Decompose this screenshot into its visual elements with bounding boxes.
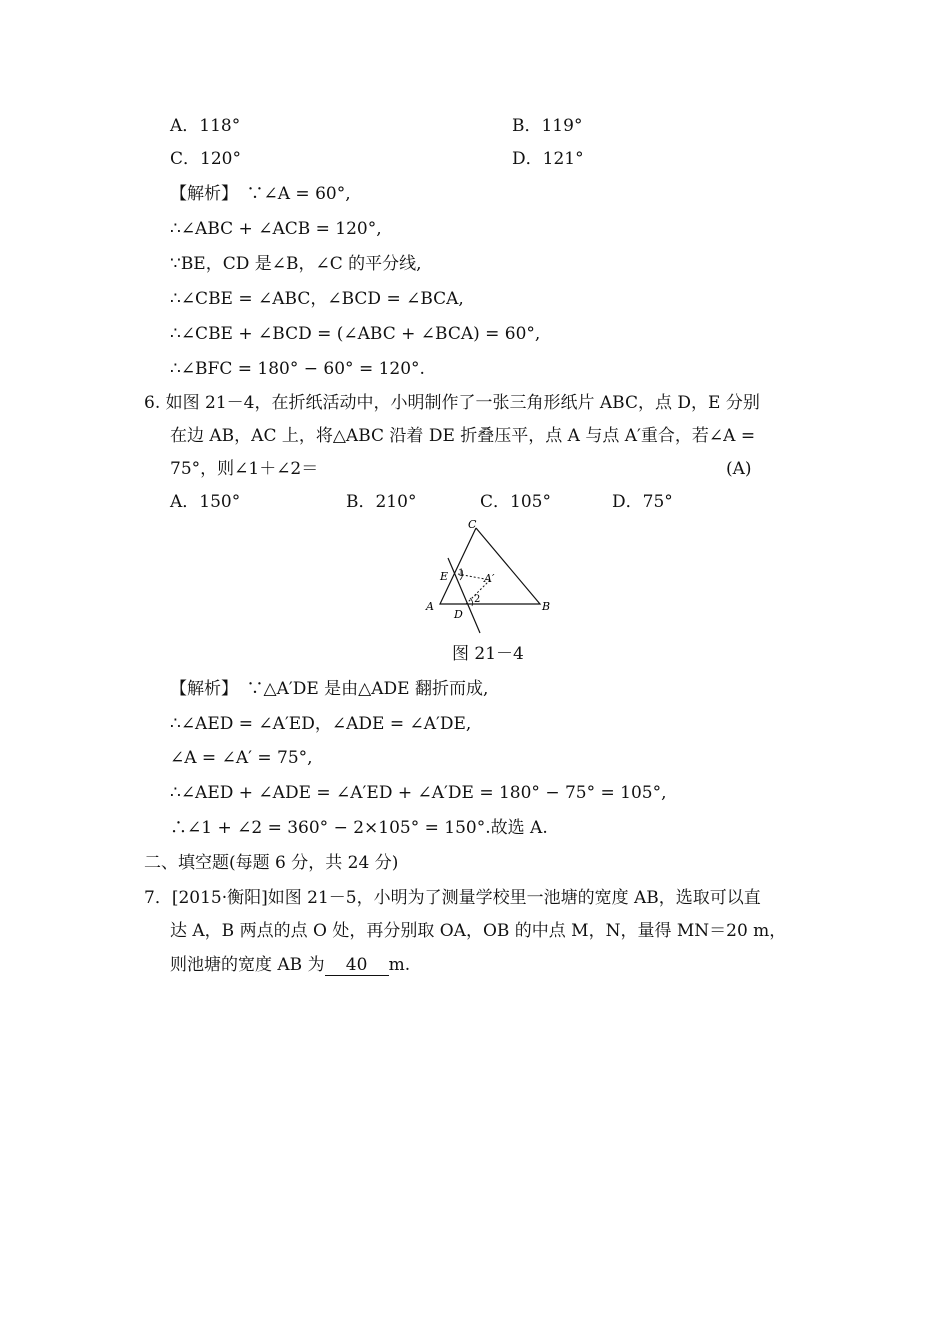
q7-line3-suffix: m. bbox=[388, 955, 411, 975]
q5-option-a: A．118° bbox=[170, 116, 241, 136]
q6-solution-line: ∴∠AED = ∠A′ED，∠ADE = ∠A′DE, bbox=[170, 714, 472, 734]
section-heading: 二、填空题(每题 6 分，共 24 分) bbox=[144, 853, 399, 873]
q5-solution-line: ∴∠CBE + ∠BCD = (∠ABC + ∠BCA) = 60°, bbox=[170, 324, 541, 344]
label-a-prime: A′ bbox=[484, 572, 495, 585]
q5-option-c: C．120° bbox=[170, 149, 241, 169]
q5-solution-line: ∵BE，CD 是∠B，∠C 的平分线, bbox=[170, 254, 422, 274]
label-angle-2: 2 bbox=[474, 594, 481, 605]
q6-option-d: D．75° bbox=[612, 492, 673, 512]
label-e: E bbox=[440, 570, 449, 583]
q6-solution-line: ∴∠AED + ∠ADE = ∠A′ED + ∠A′DE = 180° − 75° = 105°, bbox=[170, 783, 667, 803]
q5-option-d: D．121° bbox=[512, 149, 584, 169]
q7-line3-prefix: 则池塘的宽度 AB 为 bbox=[170, 955, 325, 975]
q6-solution-line: ∴∠1 + ∠2 = 360° − 2×105° = 150°.故选 A. bbox=[170, 818, 548, 838]
q5-solution-line: ∴∠CBE = ∠ABC，∠BCD = ∠BCA, bbox=[170, 289, 464, 309]
q5-option-b: B．119° bbox=[512, 116, 583, 136]
q7-text-line2: 达 A，B 两点的点 O 处，再分别取 OA，OB 的中点 M，N，量得 MN＝20 m， bbox=[170, 921, 787, 941]
q7-answer-blank: 40 bbox=[325, 955, 389, 976]
label-b: B bbox=[542, 600, 551, 613]
q5-solution-line: ∴∠ABC + ∠ACB = 120°, bbox=[170, 219, 382, 239]
q5-solution-line: 【解析】 ∵∠A = 60°, bbox=[170, 184, 351, 204]
q6-text-line1: 6. 如图 21－4，在折纸活动中，小明制作了一张三角形纸片 ABC，点 D，E 分别 bbox=[144, 393, 760, 413]
q6-option-c: C．105° bbox=[480, 492, 551, 512]
q6-solution-line: ∠A = ∠A′ = 75°, bbox=[170, 748, 313, 768]
q6-text-line2: 在边 AB，AC 上，将△ABC 沿着 DE 折叠压平，点 A 与点 A′重合，若∠A = bbox=[170, 426, 756, 446]
angle-2-arc bbox=[470, 598, 473, 606]
figure-caption: 图 21－4 bbox=[452, 644, 524, 664]
q6-option-b: B．210° bbox=[346, 492, 417, 512]
q7-text-line1: 7．[2015·衡阳]如图 21－5，小明为了测量学校里一池塘的宽度 AB，选取可以直 bbox=[144, 888, 761, 908]
label-c: C bbox=[468, 518, 477, 531]
label-angle-1: 1 bbox=[458, 568, 465, 579]
q6-answer: (A) bbox=[726, 459, 752, 479]
q5-solution-line: ∴∠BFC = 180° − 60° = 120°. bbox=[170, 359, 425, 379]
label-a: A bbox=[426, 600, 434, 613]
q7-text-line3 bbox=[170, 953, 410, 977]
label-d: D bbox=[454, 608, 463, 621]
triangle-fold-figure bbox=[418, 518, 558, 636]
triangle-abc bbox=[440, 528, 540, 604]
q6-solution-line: 【解析】 ∵△A′DE 是由△ADE 翻折而成, bbox=[170, 679, 489, 699]
q6-option-a: A．150° bbox=[170, 492, 241, 512]
q6-text-line3: 75°，则∠1＋∠2＝ bbox=[170, 459, 319, 479]
